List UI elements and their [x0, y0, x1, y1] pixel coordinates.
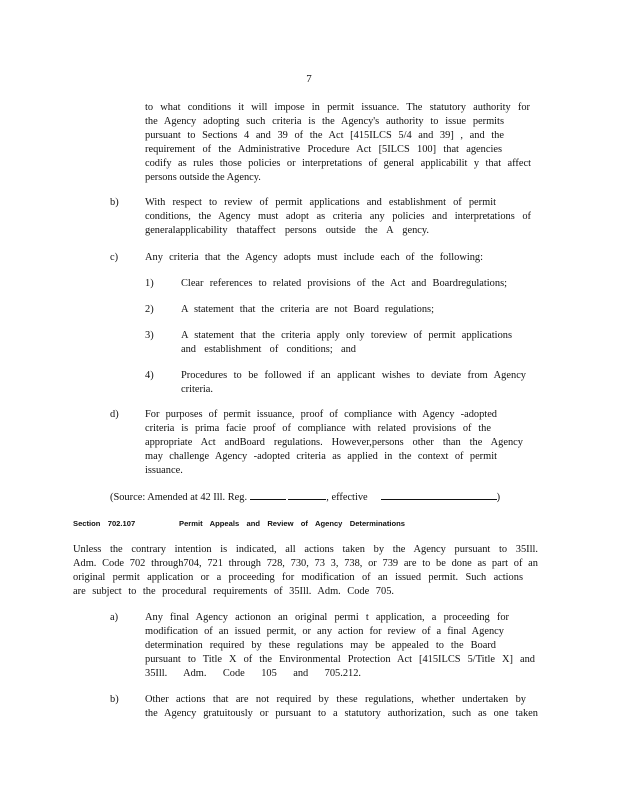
text-line: determination required by these regulations may be appealed to the Board — [145, 640, 496, 651]
section-title: Permit Appeals and Review of Agency Determinations — [179, 519, 405, 528]
text-line: persons outside the Agency. — [145, 172, 261, 183]
page-number: 7 — [306, 73, 312, 85]
text-line: appropriate Act andBoard regulations. However,persons other than the Agency — [145, 437, 523, 448]
text-line: criteria. — [181, 384, 214, 395]
text-line: Adm. Code 702 through704, 721 through 728, 730, 73 3, 738, or 739 are to be done as part of an — [73, 558, 538, 569]
subitem-label: 2) — [145, 304, 154, 315]
text-line: requirement of the Administrative Procedure Act [5ILCS 100] that agencies — [145, 144, 502, 155]
section-number: Section 702.107 — [73, 519, 136, 528]
text-line: and establishment of conditions; and — [181, 344, 356, 355]
text-line: modification of an issued permit, or any action for review of a final Agency — [145, 626, 504, 637]
text-line: may challenge Agency -adopted criteria as applied in the context of permit — [145, 451, 497, 462]
blank-line — [381, 490, 497, 500]
text-line: pursuant to Title X of the Environmental Protection Act [415ILCS 5/Title X] and — [145, 654, 535, 665]
text-line: are subject to the procedural requirements of 35Ill. Adm. Code 705. — [73, 586, 394, 597]
item-label: b) — [110, 694, 119, 705]
section-heading — [73, 519, 405, 528]
text-line: A statement that the criteria are not Board regulations; — [181, 304, 434, 315]
text-line: codify as rules those policies or interpretations of general applicabilit y that affect — [145, 158, 531, 169]
text-line: Unless the contrary intention is indicated, all actions taken by the Agency pursuant to 35Ill. — [73, 544, 538, 555]
text-line: For purposes of permit issuance, proof of compliance with Agency -adopted — [145, 409, 497, 420]
text-line: generalapplicability thataffect persons outside the A gency. — [145, 225, 429, 236]
text-line: Clear references to related provisions of the Act and Boardregulations; — [181, 278, 507, 289]
text-line: conditions, the Agency must adopt as criteria any policies and interpretations of — [145, 211, 531, 222]
item-label: c) — [110, 252, 119, 263]
text-line: Procedures to be followed if an applicant wishes to deviate from Agency — [181, 370, 526, 381]
text-line: to what conditions it will impose in permit issuance. The statutory authority for — [145, 102, 530, 113]
item-label: a) — [110, 612, 119, 623]
text-line: With respect to review of permit applications and establishment of permit — [145, 197, 496, 208]
text-line: A statement that the criteria apply only toreview of permit applications — [181, 330, 512, 341]
text-line: issuance. — [145, 465, 183, 476]
item-label: b) — [110, 197, 119, 208]
blank-line — [250, 490, 286, 500]
source-note: (Source: Amended at 42 Ill. Reg. , effective ) — [110, 492, 501, 503]
text-line: Other actions that are not required by these regulations, whether undertaken by — [145, 694, 526, 705]
text-line: Any final Agency actionon an original permi t application, a proceeding for — [145, 612, 509, 623]
blank-line — [288, 490, 326, 500]
subitem-label: 3) — [145, 330, 154, 341]
subitem-label: 1) — [145, 278, 154, 289]
item-label: d) — [110, 409, 119, 420]
text-line: pursuant to Sections 4 and 39 of the Act [415ILCS 5/4 and 39] , and the — [145, 130, 504, 141]
text-line: criteria is prima facie proof of compliance with related provisions of the — [145, 423, 491, 434]
text-line: original permit application or a proceeding for modification of an issued permit. Such actions — [73, 572, 523, 583]
text-line: Any criteria that the Agency adopts must include each of the following: — [145, 252, 483, 263]
text-line: 35Ill. Adm. Code 105 and 705.212. — [145, 668, 361, 679]
text-line: the Agency gratuitously or pursuant to a statutory authorization, such as one taken — [145, 708, 538, 719]
subitem-label: 4) — [145, 370, 154, 381]
text-line: the Agency adopting such criteria is the Agency's authority to issue permits — [145, 116, 504, 127]
